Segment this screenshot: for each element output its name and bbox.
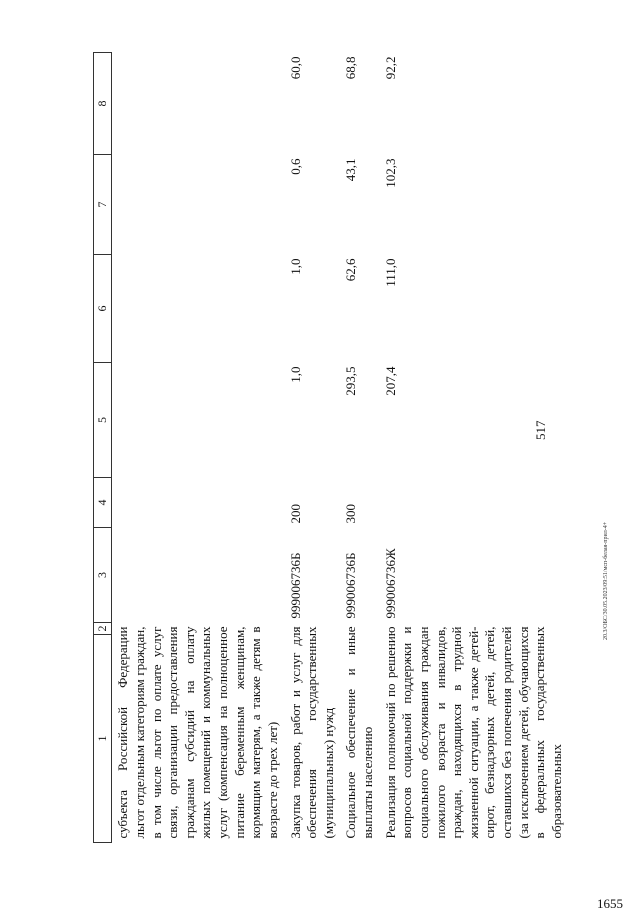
header-cell: 5 [94,363,112,478]
page-number: 517 [533,420,548,440]
row-value [112,255,285,363]
table-row [112,53,285,843]
table-row [380,53,569,843]
row-value: 68,8 [343,56,359,80]
header-cell: 2 [94,623,112,635]
table-row [285,53,341,843]
header-cell: 7 [94,155,112,255]
row-description: Реализация полномочий по решению вопросов социальной поддержки и социального обслуживания граждан пожилого возраста и инвалидов, граждан, находящихся в трудной жизненной ситуации, а также детей-сирот, безнадзорных детей, детей, оставшихся без попечения родителей (за исключением детей, обучающихся в федеральных государственных образовательных [382,626,564,839]
row-value: 102,3 [382,158,398,188]
row-value: 0,6 [287,158,303,175]
row-value: 60,0 [287,56,303,80]
row-value: 1,0 [287,258,303,275]
row-code [112,528,285,623]
header-cell: 1 [94,635,112,843]
row-value [112,363,285,478]
header-cell: 4 [94,478,112,528]
row-value [112,53,285,155]
header-cell: 3 [94,528,112,623]
row-value: 111,0 [382,258,398,287]
table-row [340,53,379,843]
header-cell: 6 [94,255,112,363]
row-description: Социальное обеспечение и иные выплаты населению [343,626,376,839]
row-value [112,155,285,255]
footer-page-number: 1655 [597,896,623,911]
row-value: 1,0 [287,366,303,383]
side-note: 20.3/OБС/30.05.2023/09:51/мсп-белая-прил-4+ [603,521,609,640]
row-value: 293,5 [343,366,359,396]
row-code: 999006736Б [343,552,359,619]
row-code: 999006736Б [287,552,303,619]
row-vr: 200 [287,504,303,524]
row-value: 43,1 [343,158,359,182]
row-vr [112,478,285,528]
row-code: 999006736Ж [382,548,398,619]
budget-table [93,52,569,843]
row-value: 207,4 [382,366,398,396]
row-value: 92,2 [382,56,398,80]
row-description: Закупка товаров, работ и услуг для обеспечения государственных (муниципальных) нужд [287,626,336,839]
row-vr [380,478,569,528]
budget-table-rotated [93,53,600,843]
row-value: 62,6 [343,258,359,282]
header-row [94,53,112,843]
row-description: субъекта Российской Федерации льгот отдельным категориям граждан, в том числе льгот по оплате услуг связи, организации предоставления гражданам субсидий на оплату жилых помещений и коммунальных услуг (компенсация на полноценное питание беременным женщинам, кормящим матерям, а также детям в возрасте до трех лет) [115,626,280,839]
row-vr: 300 [343,504,359,524]
header-cell: 8 [94,53,112,155]
